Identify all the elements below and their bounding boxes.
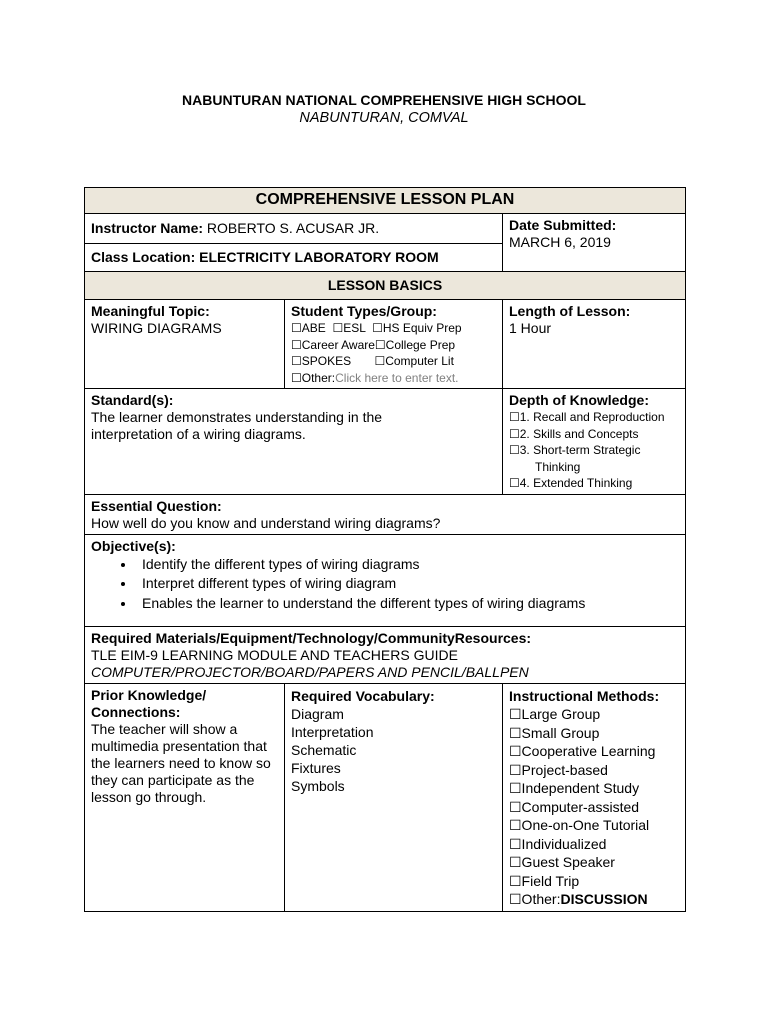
dok-label: Depth of Knowledge:: [509, 392, 649, 408]
student-types-line[interactable]: ☐Career Aware☐College Prep: [291, 337, 456, 352]
methods-label: Instructional Methods:: [509, 687, 660, 704]
topic-label: Meaningful Topic:: [91, 303, 210, 319]
prior-label: Connections:: [91, 703, 181, 720]
materials-line: TLE EIM-9 LEARNING MODULE AND TEACHERS GUIDE: [91, 646, 458, 663]
length-cell: [503, 300, 686, 389]
class-location: Class Location: ELECTRICITY LABORATORY ROOM: [85, 244, 503, 272]
instructor-cell: [85, 214, 503, 244]
vocab-label: Required Vocabulary:: [291, 687, 435, 704]
instructor-label: Instructor Name:: [91, 220, 204, 236]
method-other-line: [509, 890, 679, 909]
vocab-item: Interpretation: [291, 723, 374, 740]
method-item[interactable]: ☐Computer-assisted: [509, 798, 640, 815]
method-item[interactable]: ☐Individualized: [509, 835, 607, 852]
prior-value: The teacher will show a multimedia presentation that the learners need to know so they can participate as the lesson go through.: [91, 720, 271, 805]
method-item[interactable]: ☐One-on-One Tutorial: [509, 817, 650, 833]
objective-item: • Enables the learner to understand the different types of wiring diagrams: [136, 594, 679, 614]
student-other-line: [291, 370, 496, 387]
prior-knowledge-cell: [85, 683, 285, 911]
length-value: 1 Hour: [509, 320, 552, 336]
plan-title: COMPREHENSIVE LESSON PLAN: [85, 188, 686, 214]
school-location: NABUNTURAN, COMVAL: [299, 110, 469, 126]
materials-line: COMPUTER/PROJECTOR/BOARD/PAPERS AND PENCIL/BALLPEN: [91, 663, 529, 680]
vocab-item: Schematic: [291, 741, 357, 758]
materials-cell: [85, 626, 686, 683]
topic-value: WIRING DIAGRAMS: [91, 320, 222, 336]
method-other-checkbox[interactable]: ☐Other:: [509, 891, 561, 907]
vocab-item: Diagram: [291, 705, 344, 722]
essential-value: How well do you know and understand wiring diagrams?: [91, 514, 441, 531]
dok-item[interactable]: ☐1. Recall and Reproduction: [509, 410, 665, 424]
lesson-basics-header: LESSON BASICS: [85, 272, 686, 300]
objectives-label: Objective(s):: [91, 537, 176, 554]
dok-item[interactable]: ☐2. Skills and Concepts: [509, 426, 639, 441]
standards-value: The learner demonstrates understanding in the interpretation of a wiring diagrams.: [91, 409, 383, 442]
method-item[interactable]: ☐Field Trip: [509, 872, 580, 889]
standards-label: Standard(s):: [91, 392, 174, 408]
student-types-cell: [285, 300, 503, 389]
dok-item-continuation: Thinking: [535, 459, 581, 474]
dok-item[interactable]: ☐3. Short-term Strategic: [509, 443, 641, 457]
student-types-line[interactable]: ☐ABE ☐ESL ☐HS Equiv Prep: [291, 321, 462, 335]
method-item[interactable]: ☐Cooperative Learning: [509, 743, 656, 759]
method-item[interactable]: ☐Project-based: [509, 761, 608, 778]
methods-cell: [503, 683, 686, 911]
student-types-line[interactable]: ☐SPOKES ☐Computer Lit: [291, 354, 454, 368]
method-item[interactable]: ☐Independent Study: [509, 780, 640, 796]
school-name: NABUNTURAN NATIONAL COMPREHENSIVE HIGH SCHOOL: [182, 92, 586, 108]
topic-cell: [85, 300, 285, 389]
date-cell: [503, 214, 686, 272]
method-item[interactable]: ☐Small Group: [509, 724, 600, 741]
student-types-label: Student Types/Group:: [291, 303, 437, 319]
vocab-item: Symbols: [291, 777, 345, 794]
vocab-item: Fixtures: [291, 759, 341, 776]
objectives-list: [91, 555, 679, 614]
vocabulary-cell: [285, 683, 503, 911]
prior-label: Prior Knowledge/: [91, 686, 207, 703]
lesson-plan-table: [84, 187, 686, 912]
dok-cell: [503, 389, 686, 495]
date-value: MARCH 6, 2019: [509, 234, 611, 250]
method-other-value[interactable]: DISCUSSION: [560, 891, 648, 907]
objectives-cell: [85, 534, 686, 626]
instructor-value: ROBERTO S. ACUSAR JR.: [203, 220, 380, 236]
essential-question-cell: [85, 494, 686, 534]
objective-item: • Interpret different types of wiring diagram: [136, 574, 679, 594]
objective-item: • Identify the different types of wiring diagrams: [136, 555, 679, 575]
length-label: Length of Lesson:: [509, 303, 631, 319]
materials-label: Required Materials/Equipment/Technology/CommunityResources:: [91, 629, 532, 646]
date-label: Date Submitted:: [509, 217, 617, 233]
student-other-checkbox[interactable]: ☐Other:: [291, 370, 336, 385]
dok-item[interactable]: ☐4. Extended Thinking: [509, 476, 633, 490]
method-item[interactable]: ☐Large Group: [509, 706, 601, 722]
standards-cell: [85, 389, 503, 495]
essential-label: Essential Question:: [91, 497, 222, 514]
method-item[interactable]: ☐Guest Speaker: [509, 854, 615, 870]
student-other-input[interactable]: Click here to enter text.: [335, 370, 459, 385]
